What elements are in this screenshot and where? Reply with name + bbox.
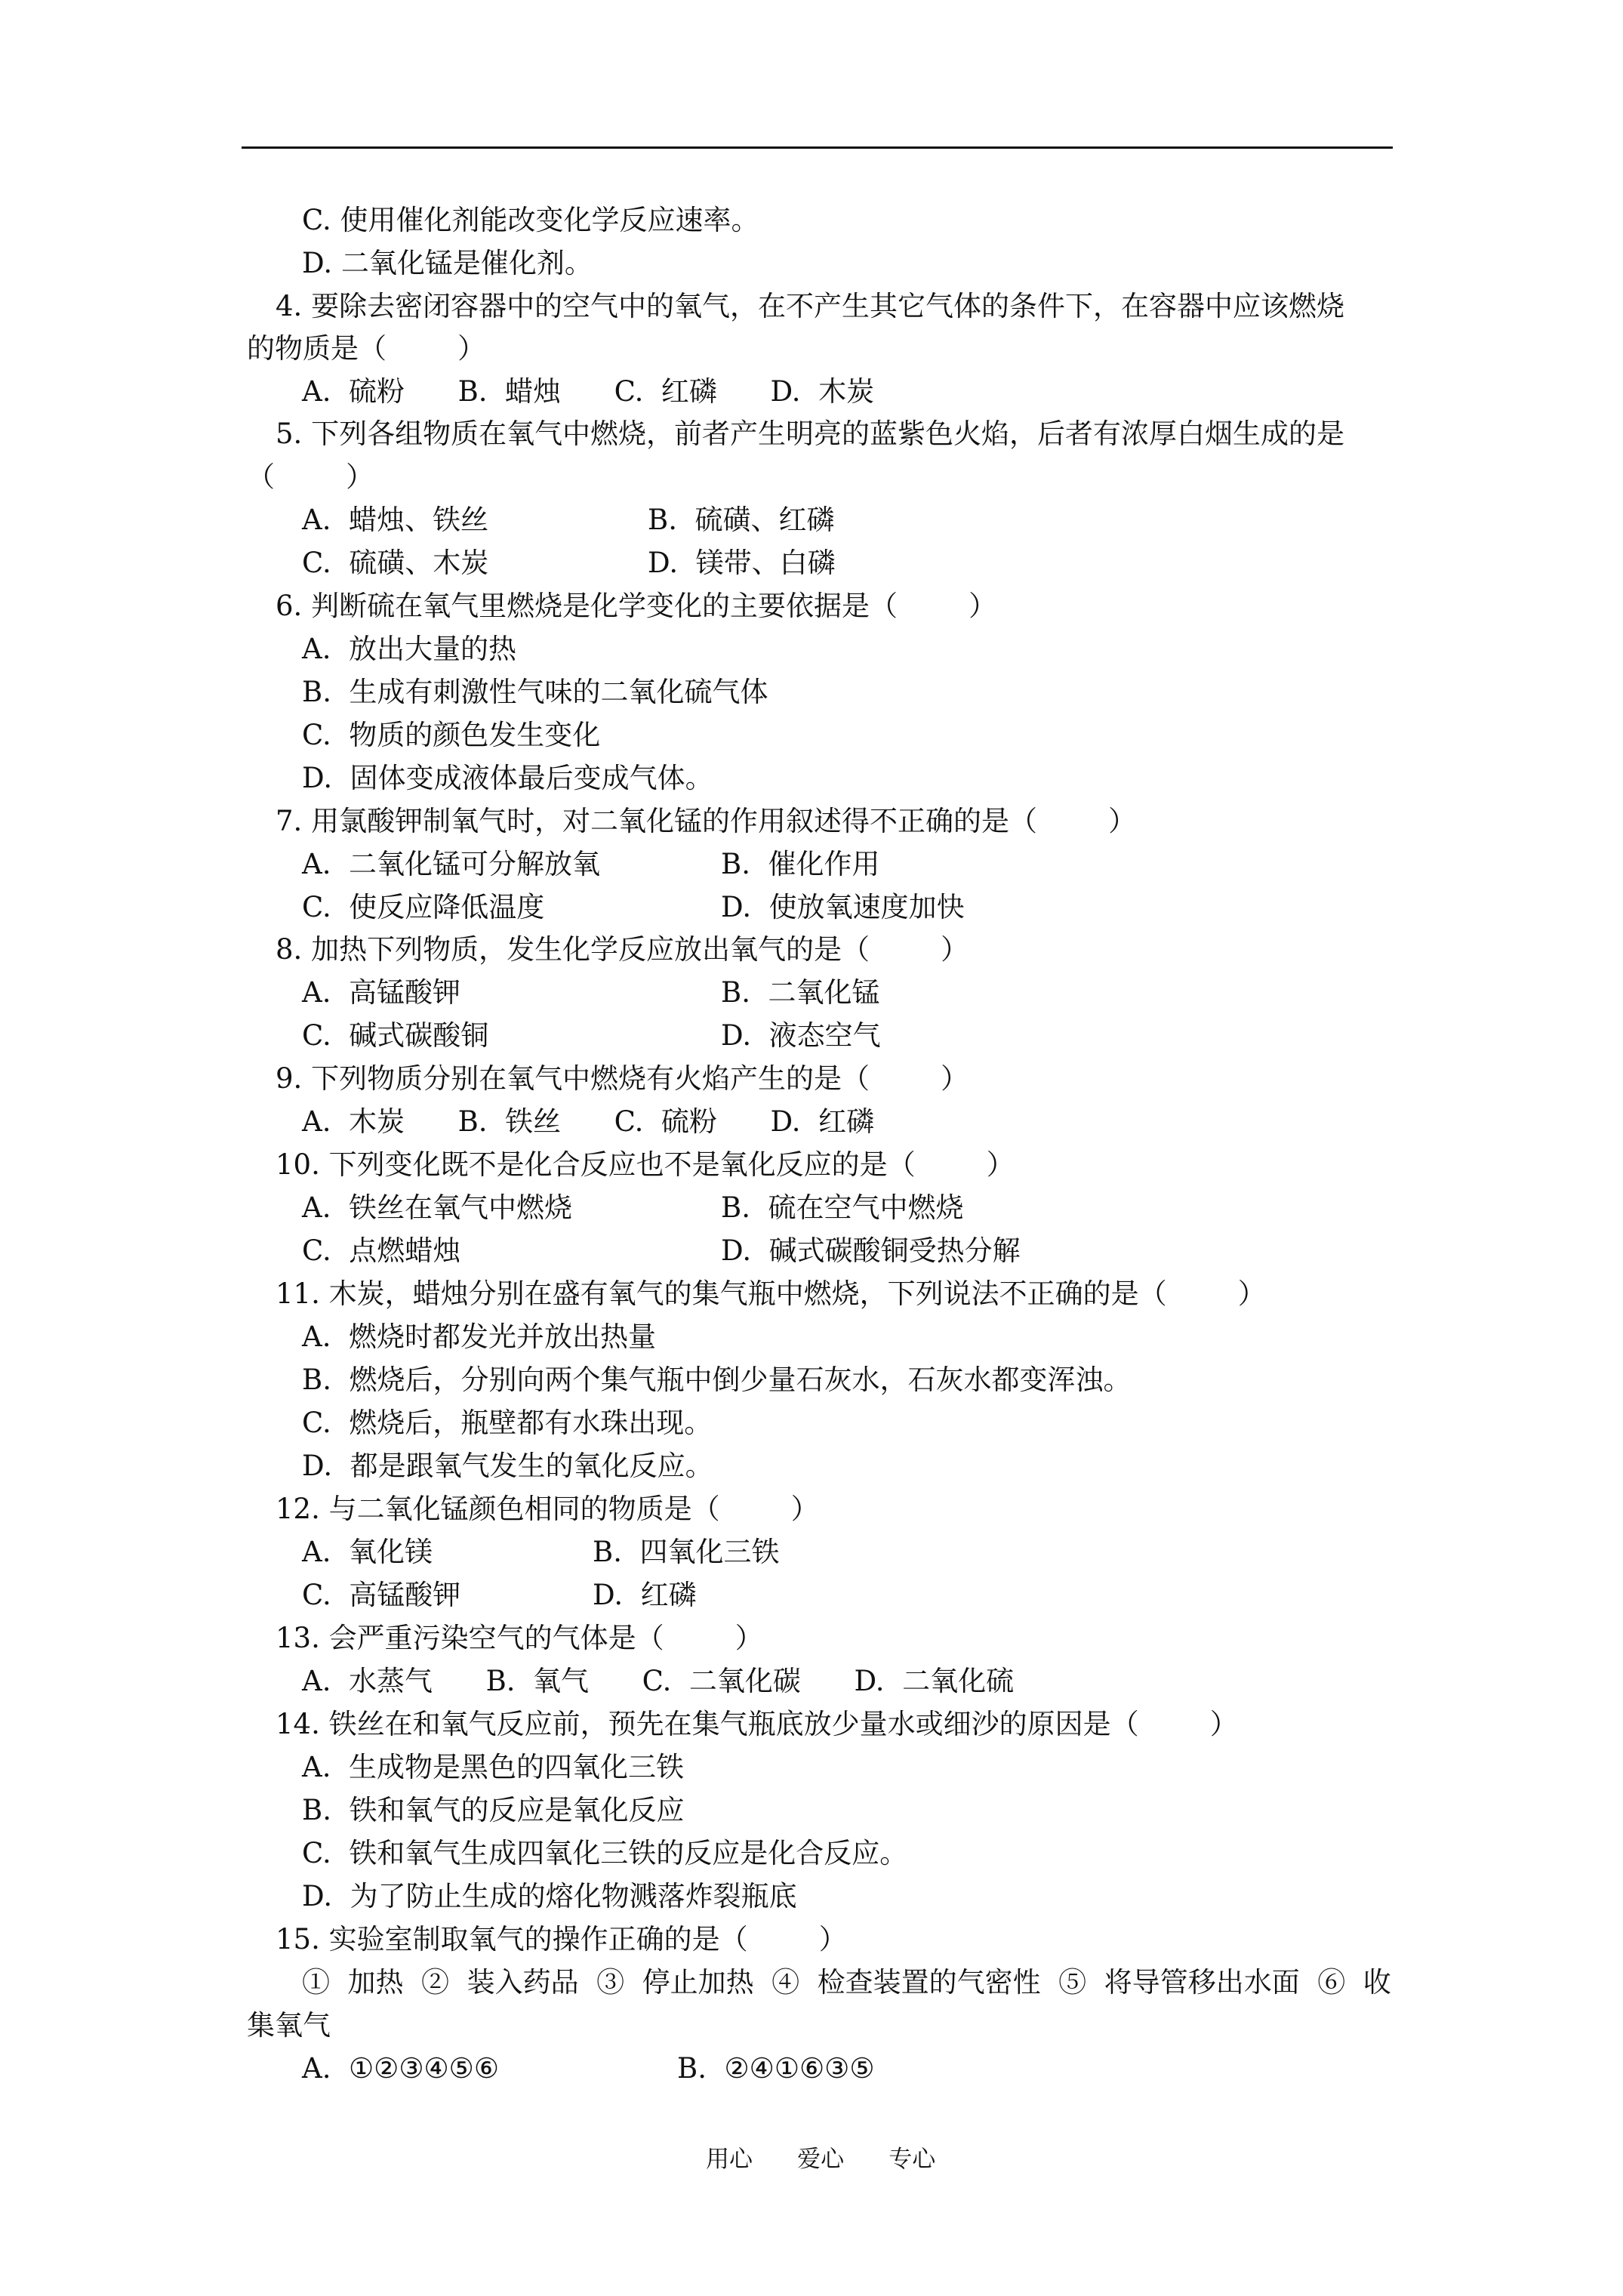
option-item: C. 点燃蜡烛 bbox=[302, 1234, 461, 1267]
question-stem: 4. 要除去密闭容器中的空气中的氧气，在不产生其它气体的条件下，在容器中应该燃烧 bbox=[276, 290, 1345, 322]
question-stem: 9. 下列物质分别在氧气中燃烧有火焰产生的是（ ） bbox=[276, 1062, 969, 1095]
option-item: D. 红磷 bbox=[593, 1579, 697, 1611]
option-item: B. 生成有刺激性气味的二氧化硫气体 bbox=[302, 676, 768, 708]
option-item: A. 氧化镁 bbox=[302, 1536, 433, 1568]
option-item: C. 物质的颜色发生变化 bbox=[302, 719, 601, 751]
option-item: D. 使放氧速度加快 bbox=[721, 891, 965, 923]
option-item: C. 高锰酸钾 bbox=[302, 1579, 461, 1611]
option-item: A. 蜡烛、铁丝 bbox=[302, 504, 489, 536]
question-stem: 12. 与二氧化锰颜色相同的物质是（ ） bbox=[276, 1493, 819, 1525]
option-item: A. 高锰酸钾 bbox=[302, 976, 461, 1009]
option-item: A. ①②③④⑤⑥ bbox=[302, 2052, 500, 2085]
option-item: B. 铁和氧气的反应是氧化反应 bbox=[302, 1794, 685, 1826]
option-item: B. 硫磺、红磷 bbox=[648, 504, 835, 536]
option-item: C. 燃烧后，瓶壁都有水珠出现。 bbox=[302, 1407, 713, 1439]
option-item: B. 二氧化锰 bbox=[721, 976, 880, 1009]
option-item: C. 使反应降低温度 bbox=[302, 891, 545, 923]
option-item: B. 四氧化三铁 bbox=[593, 1536, 780, 1568]
option-item: B. 燃烧后，分别向两个集气瓶中倒少量石灰水，石灰水都变浑浊。 bbox=[302, 1364, 1132, 1396]
option-item: B. 硫在空气中燃烧 bbox=[721, 1191, 964, 1224]
option-item: D. 镁带、白磷 bbox=[648, 547, 836, 579]
text-line: C. 使用催化剂能改变化学反应速率。 bbox=[302, 204, 759, 236]
option-item: D. 固体变成液体最后变成气体。 bbox=[302, 762, 713, 794]
text-line: （ ） bbox=[247, 461, 374, 493]
page-footer: 用心 爱心 专心 bbox=[706, 2146, 936, 2173]
option-item: A. 生成物是黑色的四氧化三铁 bbox=[302, 1751, 685, 1783]
option-item: B. ②④①⑥③⑤ bbox=[677, 2052, 875, 2085]
text-line: 集氧气 bbox=[247, 2009, 331, 2042]
option-item: A. 二氧化锰可分解放氧 bbox=[302, 848, 601, 880]
options-row: A. 木炭 B. 铁丝 C. 硫粉 D. 红磷 bbox=[302, 1105, 875, 1138]
option-item: A. 放出大量的热 bbox=[302, 633, 517, 665]
options-row: A. 水蒸气 B. 氧气 C. 二氧化碳 D. 二氧化硫 bbox=[302, 1665, 1015, 1697]
options-row: A. 硫粉 B. 蜡烛 C. 红磷 D. 木炭 bbox=[302, 375, 875, 408]
question-stem: 5. 下列各组物质在氧气中燃烧，前者产生明亮的蓝紫色火焰，后者有浓厚白烟生成的是 bbox=[276, 418, 1345, 450]
option-item: D. 液态空气 bbox=[721, 1019, 881, 1052]
option-item: C. 硫磺、木炭 bbox=[302, 547, 489, 579]
text-line: D. 二氧化锰是催化剂。 bbox=[302, 247, 593, 279]
question-stem: 14. 铁丝在和氧气反应前，预先在集气瓶底放少量水或细沙的原因是（ ） bbox=[276, 1708, 1238, 1740]
question-stem: 11. 木炭，蜡烛分别在盛有氧气的集气瓶中燃烧，下列说法不正确的是（ ） bbox=[276, 1277, 1266, 1310]
question-stem: 15. 实验室制取氧气的操作正确的是（ ） bbox=[276, 1923, 847, 1955]
header-rule bbox=[242, 146, 1393, 149]
option-item: C. 碱式碳酸铜 bbox=[302, 1019, 489, 1052]
question-stem: 8. 加热下列物质，发生化学反应放出氧气的是（ ） bbox=[276, 933, 969, 966]
option-item: D. 为了防止生成的熔化物溅落炸裂瓶底 bbox=[302, 1880, 797, 1912]
text-line: ① 加热 ② 装入药品 ③ 停止加热 ④ 检查装置的气密性 ⑤ 将导管移出水面 ⑥ 收 bbox=[302, 1966, 1391, 1999]
option-item: B. 催化作用 bbox=[721, 848, 880, 880]
question-stem: 13. 会严重污染空气的气体是（ ） bbox=[276, 1622, 763, 1654]
option-item: D. 碱式碳酸铜受热分解 bbox=[721, 1234, 1021, 1267]
option-item: D. 都是跟氧气发生的氧化反应。 bbox=[302, 1450, 713, 1482]
question-stem: 10. 下列变化既不是化合反应也不是氧化反应的是（ ） bbox=[276, 1148, 1015, 1181]
option-item: A. 燃烧时都发光并放出热量 bbox=[302, 1321, 657, 1353]
text-line: 的物质是（ ） bbox=[247, 332, 486, 365]
option-item: C. 铁和氧气生成四氧化三铁的反应是化合反应。 bbox=[302, 1837, 908, 1869]
question-stem: 6. 判断硫在氧气里燃烧是化学变化的主要依据是（ ） bbox=[276, 590, 997, 622]
question-stem: 7. 用氯酸钾制氧气时，对二氧化锰的作用叙述得不正确的是（ ） bbox=[276, 805, 1137, 837]
option-item: A. 铁丝在氧气中燃烧 bbox=[302, 1191, 573, 1224]
